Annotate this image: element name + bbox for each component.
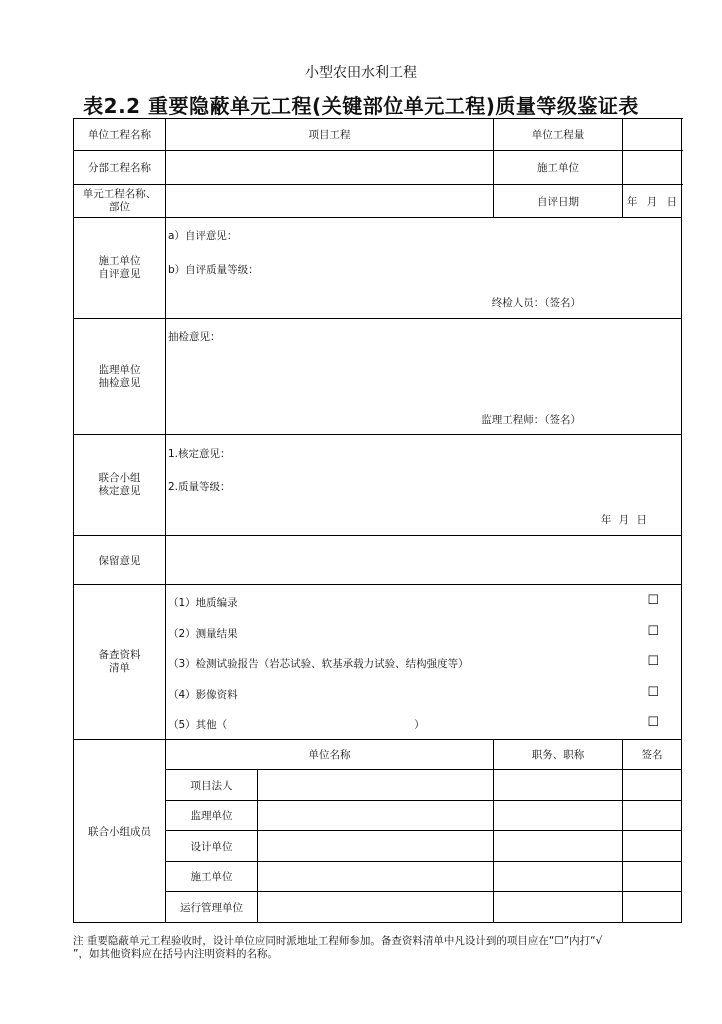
self-eval-date-value[interactable]: 年 月 日	[623, 185, 682, 218]
checkbox-other[interactable]: ☐	[647, 715, 659, 730]
document-title: 表2.2 重要隐蔽单元工程(关键部位单元工程)质量等级鉴证表	[83, 94, 639, 118]
element-name-value[interactable]	[166, 185, 494, 218]
document-subtitle: 小型农田水利工程	[305, 65, 417, 81]
unit-project-qty-value[interactable]	[623, 119, 682, 151]
element-name-label-line1: 单元工程名称、	[82, 188, 157, 200]
supervision-label	[74, 319, 166, 435]
member-signature-cell[interactable]	[623, 831, 682, 862]
member-row-operation	[74, 892, 682, 923]
checkbox-survey[interactable]: ☐	[647, 624, 659, 639]
member-position-cell[interactable]	[494, 862, 623, 892]
row-sub-project	[74, 151, 682, 185]
joint-team-opinion-label	[74, 435, 166, 536]
supervision-label-line2: 抽检意见	[98, 376, 141, 389]
member-unit-name-cell[interactable]	[258, 831, 494, 862]
row-checklist	[74, 585, 682, 740]
member-position-cell[interactable]	[494, 831, 623, 862]
member-unit-name-cell[interactable]	[258, 770, 494, 801]
unit-project-qty-label: 单位工程量	[494, 119, 623, 151]
checklist-content	[166, 585, 682, 740]
member-unit-label: 施工单位	[166, 862, 258, 892]
joint-team-opinion-content[interactable]	[166, 435, 682, 536]
checkbox-geology[interactable]: ☐	[647, 593, 659, 608]
column-position: 职务、职称	[494, 740, 623, 770]
construction-self-eval-label-line2: 自评意见	[98, 268, 141, 280]
quality-grade: 2.质量等级：	[168, 481, 231, 493]
checklist-item-images: （4）影像资料	[168, 689, 238, 701]
joint-team-members-label: 联合小组成员	[74, 740, 166, 923]
supervision-opinion: 抽检意见：	[168, 331, 221, 343]
member-position-cell[interactable]	[494, 801, 623, 831]
checkbox-test-report[interactable]: ☐	[647, 654, 659, 669]
sub-project-name-label: 分部工程名称	[74, 151, 166, 185]
member-position-cell[interactable]	[494, 892, 623, 923]
joint-team-date: 年 月 日	[600, 514, 647, 526]
column-unit-name: 单位名称	[166, 740, 494, 770]
member-unit-label: 设计单位	[166, 831, 258, 862]
member-unit-label: 监理单位	[166, 801, 258, 831]
supervision-engineer-signature: 监理工程师：（签名）	[481, 414, 581, 426]
row-members-header	[74, 740, 682, 770]
construction-self-eval-label	[74, 218, 166, 319]
self-eval-date-label: 自评日期	[494, 185, 623, 218]
member-signature-cell[interactable]	[623, 892, 682, 923]
footer-note-line1: 注 重要隐蔽单元工程验收时，设计单位应同时派地址工程师参加。备查资料清单中凡设计到的项目应在“☐”内打“√	[73, 935, 603, 947]
checklist-item-other: （5）其他（ ）	[168, 719, 425, 731]
member-unit-name-cell[interactable]	[258, 892, 494, 923]
member-unit-name-cell[interactable]	[258, 862, 494, 892]
checklist-label-line2: 清单	[109, 662, 130, 674]
joint-team-opinion-label-line1: 联合小组	[98, 472, 141, 484]
member-row-supervision	[74, 801, 682, 831]
row-reserved-opinion	[74, 536, 682, 585]
supervision-label-line1: 监理单位	[98, 363, 141, 376]
member-row-design	[74, 831, 682, 862]
column-signature: 签名	[623, 740, 682, 770]
element-name-label	[74, 185, 166, 218]
self-opinion-b: b）自评质量等级：	[168, 264, 259, 276]
checklist-item-geology: （1）地质编录	[168, 597, 238, 609]
member-row-construction	[74, 862, 682, 892]
construction-self-eval-label-line1: 施工单位	[98, 255, 141, 267]
member-position-cell[interactable]	[494, 770, 623, 801]
checklist-label-line1: 备查资料	[98, 649, 141, 661]
row-supervision	[74, 319, 682, 435]
verification-opinion: 1.核定意见：	[168, 448, 231, 460]
member-signature-cell[interactable]	[623, 770, 682, 801]
unit-project-name-label: 单位工程名称	[74, 119, 166, 151]
sub-project-name-value[interactable]	[166, 151, 494, 185]
element-name-label-line2: 部位	[109, 201, 130, 213]
construction-unit-value[interactable]	[623, 151, 682, 185]
row-construction-self-eval	[74, 218, 682, 319]
checkbox-images[interactable]: ☐	[647, 685, 659, 700]
checklist-item-test-report: （3）检测试验报告（岩芯试验、软基承载力试验、结构强度等）	[168, 658, 469, 670]
row-element-project	[74, 185, 682, 218]
member-signature-cell[interactable]	[623, 862, 682, 892]
construction-self-eval-content[interactable]	[166, 218, 682, 319]
row-unit-project	[74, 119, 682, 151]
final-inspector-signature: 终检人员：（签名）	[491, 297, 581, 309]
member-unit-name-cell[interactable]	[258, 801, 494, 831]
member-unit-label: 运行管理单位	[166, 892, 258, 923]
reserved-opinion-label: 保留意见	[74, 536, 166, 585]
construction-unit-label: 施工单位	[494, 151, 623, 185]
member-unit-label: 项目法人	[166, 770, 258, 801]
row-joint-team-opinion	[74, 435, 682, 536]
checklist-label	[74, 585, 166, 740]
joint-team-opinion-label-line2: 核定意见	[98, 485, 141, 497]
reserved-opinion-content[interactable]	[166, 536, 682, 585]
member-row-project-owner	[74, 770, 682, 801]
member-signature-cell[interactable]	[623, 801, 682, 831]
supervision-content[interactable]	[166, 319, 682, 435]
footer-note-line2: ”，如其他资料应在括号内注明资料的名称。	[73, 948, 278, 960]
checklist-item-survey: （2）测量结果	[168, 628, 238, 640]
footer-note	[73, 935, 685, 961]
self-opinion-a: a）自评意见：	[168, 230, 238, 242]
quality-grade-form	[73, 118, 682, 923]
unit-project-name-value[interactable]: 项目工程	[166, 119, 494, 151]
